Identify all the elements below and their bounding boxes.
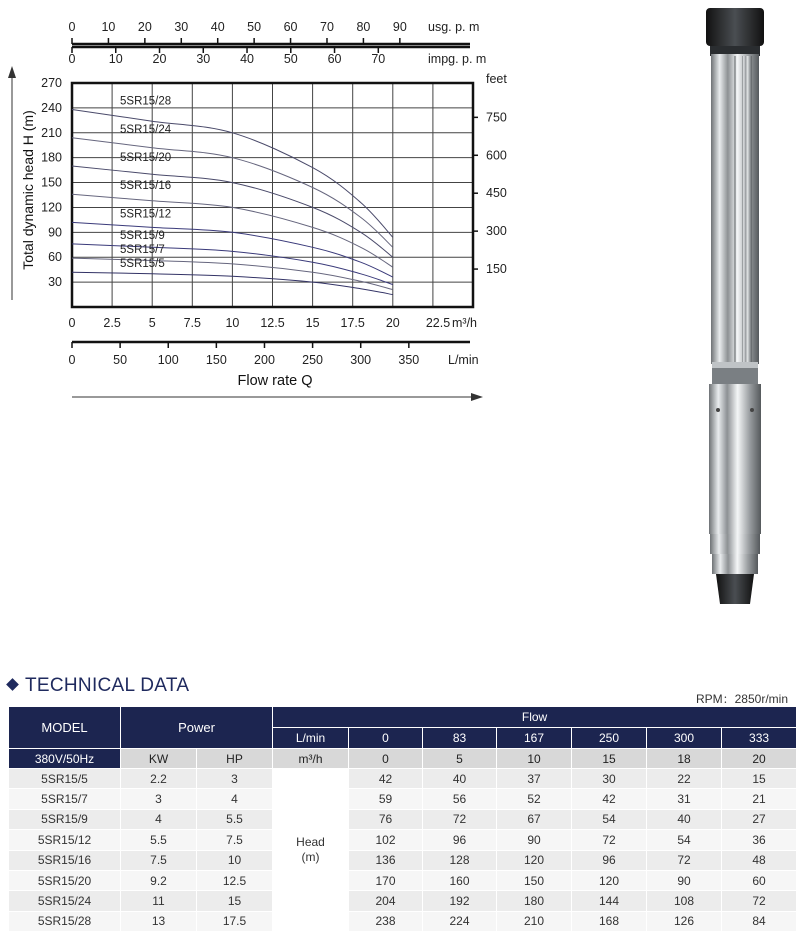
usg-tick-label: 60 xyxy=(283,20,298,34)
y-tick-label: 150 xyxy=(41,175,62,190)
head-value-cell: 128 xyxy=(423,850,497,870)
impg-tick-label: 40 xyxy=(240,52,254,66)
head-value-cell: 42 xyxy=(349,769,423,789)
curve-label: 5SR15/7 xyxy=(120,244,165,257)
kw-cell: 7.5 xyxy=(121,850,197,870)
x-tick-label-m3h: 2.5 xyxy=(103,316,121,330)
model-cell: 5SR15/5 xyxy=(9,769,121,789)
y-tick-label: 180 xyxy=(41,150,62,165)
lmin-value: 333 xyxy=(722,728,797,749)
m3h-value: 15 xyxy=(572,749,647,769)
x-tick-label-m3h: 5 xyxy=(148,316,156,330)
head-value-cell: 72 xyxy=(647,850,722,870)
head-value-cell: 22 xyxy=(647,769,722,789)
head-value-cell: 150 xyxy=(497,870,572,890)
feet-tick-label: 750 xyxy=(486,110,507,125)
model-header: MODEL xyxy=(9,707,121,749)
curve-label: 5SR15/9 xyxy=(120,229,165,242)
y-axis-arrowhead xyxy=(8,66,16,78)
head-value-cell: 72 xyxy=(572,830,647,850)
head-value-cell: 40 xyxy=(423,769,497,789)
hp-cell: 10 xyxy=(197,850,273,870)
head-value-cell: 15 xyxy=(722,769,797,789)
hp-cell: 3 xyxy=(197,769,273,789)
hp-cell: 15 xyxy=(197,891,273,911)
m3h-value: 18 xyxy=(647,749,722,769)
lmin-value: 250 xyxy=(572,728,647,749)
head-value-cell: 72 xyxy=(722,891,797,911)
kw-cell: 2.2 xyxy=(121,769,197,789)
feet-label: feet xyxy=(486,72,507,86)
impg-tick-label: 60 xyxy=(327,52,342,66)
usg-label: usg. p. m xyxy=(428,20,480,34)
impg-label: impg. p. m xyxy=(428,52,487,66)
x-tick-label-lmin: 0 xyxy=(68,353,76,367)
flow-header: Flow xyxy=(273,707,797,728)
head-value-cell: 126 xyxy=(647,911,722,931)
y-tick-label: 270 xyxy=(41,76,62,90)
impg-tick-label: 50 xyxy=(283,52,298,66)
pump-performance-chart xyxy=(0,0,690,410)
lmin-header: L/min xyxy=(273,728,349,749)
head-value-cell: 31 xyxy=(647,789,722,809)
diamond-icon xyxy=(6,678,19,691)
y-tick-label: 60 xyxy=(48,250,62,265)
head-value-cell: 36 xyxy=(722,830,797,850)
kw-header: KW xyxy=(121,749,197,769)
kw-cell: 4 xyxy=(121,809,197,829)
curve-label: 5SR15/20 xyxy=(120,151,172,164)
y-tick-label: 120 xyxy=(41,200,62,215)
m3h-value: 20 xyxy=(722,749,797,769)
hp-cell: 7.5 xyxy=(197,830,273,850)
technical-data-title-text: TECHNICAL DATA xyxy=(25,675,190,696)
head-value-cell: 204 xyxy=(349,891,423,911)
head-value-cell: 30 xyxy=(572,769,647,789)
feet-tick-label: 600 xyxy=(486,148,507,163)
x-unit-m3h: m³/h xyxy=(452,316,477,330)
curve-label: 5SR15/16 xyxy=(120,180,172,193)
m3h-header: m³/h xyxy=(273,749,349,769)
head-value-cell: 21 xyxy=(722,789,797,809)
model-cell: 5SR15/12 xyxy=(9,830,121,850)
x-tick-label-m3h: 0 xyxy=(68,316,76,330)
lmin-value: 300 xyxy=(647,728,722,749)
x-tick-label-lmin: 50 xyxy=(113,353,128,367)
head-value-cell: 72 xyxy=(423,809,497,829)
feet-tick-label: 450 xyxy=(486,186,507,201)
model-cell: 5SR15/28 xyxy=(9,911,121,931)
impg-tick-label: 10 xyxy=(108,52,123,66)
head-value-cell: 192 xyxy=(423,891,497,911)
usg-tick-label: 40 xyxy=(210,20,225,34)
y-tick-label: 90 xyxy=(48,225,62,240)
hp-cell: 5.5 xyxy=(197,809,273,829)
x-tick-label-m3h: 7.5 xyxy=(183,316,201,330)
head-value-cell: 76 xyxy=(349,809,423,829)
usg-tick-label: 0 xyxy=(68,20,76,34)
hp-cell: 12.5 xyxy=(197,870,273,890)
x-tick-label-m3h: 20 xyxy=(385,316,400,330)
table-row xyxy=(9,809,797,829)
head-label-cell xyxy=(273,769,349,932)
head-value-cell: 180 xyxy=(497,891,572,911)
feet-tick-label: 300 xyxy=(486,224,507,239)
head-value-cell: 136 xyxy=(349,850,423,870)
x-tick-label-m3h: 15 xyxy=(305,316,320,330)
x-tick-label-lmin: 100 xyxy=(157,353,179,367)
head-value-cell: 56 xyxy=(423,789,497,809)
head-value-cell: 37 xyxy=(497,769,572,789)
curve-label: 5SR15/5 xyxy=(120,258,165,271)
hp-cell: 17.5 xyxy=(197,911,273,931)
m3h-value: 10 xyxy=(497,749,572,769)
curve-label: 5SR15/28 xyxy=(120,95,172,108)
kw-cell: 13 xyxy=(121,911,197,931)
lmin-value: 167 xyxy=(497,728,572,749)
x-tick-label-m3h: 17.5 xyxy=(340,316,365,330)
usg-tick-label: 90 xyxy=(392,20,407,34)
lmin-value: 83 xyxy=(423,728,497,749)
kw-cell: 3 xyxy=(121,789,197,809)
head-value-cell: 54 xyxy=(647,830,722,850)
head-value-cell: 90 xyxy=(497,830,572,850)
table-row xyxy=(9,891,797,911)
y-axis-label: Total dynamic head H (m) xyxy=(20,110,36,270)
head-value-cell: 40 xyxy=(647,809,722,829)
head-value-cell: 42 xyxy=(572,789,647,809)
head-label: Head xyxy=(296,835,325,850)
x-tick-label-lmin: 350 xyxy=(398,353,420,367)
head-value-cell: 60 xyxy=(722,870,797,890)
head-value-cell: 168 xyxy=(572,911,647,931)
impg-tick-label: 30 xyxy=(196,52,211,66)
head-value-cell: 102 xyxy=(349,830,423,850)
usg-tick-label: 50 xyxy=(247,20,262,34)
submersible-pump-image xyxy=(690,0,800,612)
rpm-note: RPM：2850r/min xyxy=(695,692,788,706)
impg-tick-label: 0 xyxy=(68,52,76,66)
head-value-cell: 52 xyxy=(497,789,572,809)
kw-cell: 9.2 xyxy=(121,870,197,890)
power-header: Power xyxy=(121,707,273,749)
model-cell: 5SR15/9 xyxy=(9,809,121,829)
y-tick-label: 30 xyxy=(48,275,62,290)
table-row xyxy=(9,870,797,890)
table-row xyxy=(9,911,797,931)
head-value-cell: 170 xyxy=(349,870,423,890)
head-value-cell: 144 xyxy=(572,891,647,911)
head-value-cell: 96 xyxy=(572,850,647,870)
table-row xyxy=(9,769,797,789)
model-cell: 5SR15/16 xyxy=(9,850,121,870)
m3h-value: 0 xyxy=(349,749,423,769)
head-value-cell: 90 xyxy=(647,870,722,890)
model-cell: 5SR15/20 xyxy=(9,870,121,890)
x-tick-label-m3h: 10 xyxy=(225,316,240,330)
usg-tick-label: 30 xyxy=(174,20,189,34)
head-value-cell: 108 xyxy=(647,891,722,911)
usg-tick-label: 20 xyxy=(137,20,152,34)
kw-cell: 5.5 xyxy=(121,830,197,850)
model-cell: 5SR15/7 xyxy=(9,789,121,809)
head-value-cell: 160 xyxy=(423,870,497,890)
x-tick-label-m3h: 22.5 xyxy=(425,316,451,330)
head-value-cell: 224 xyxy=(423,911,497,931)
head-value-cell: 59 xyxy=(349,789,423,809)
curve-label: 5SR15/12 xyxy=(120,208,172,221)
lmin-value: 0 xyxy=(349,728,423,749)
x-unit-lmin: L/min xyxy=(448,353,479,367)
hp-header: HP xyxy=(197,749,273,769)
head-value-cell: 210 xyxy=(497,911,572,931)
x-tick-label-lmin: 250 xyxy=(302,353,324,367)
head-value-cell: 238 xyxy=(349,911,423,931)
kw-cell: 11 xyxy=(121,891,197,911)
head-value-cell: 27 xyxy=(722,809,797,829)
x-tick-label-m3h: 12.5 xyxy=(260,316,285,330)
head-value-cell: 84 xyxy=(722,911,797,931)
y-tick-label: 210 xyxy=(41,125,62,140)
technical-data-table xyxy=(8,706,797,932)
x-axis-arrowhead xyxy=(471,393,483,401)
usg-tick-label: 70 xyxy=(320,20,334,34)
head-value-cell: 54 xyxy=(572,809,647,829)
head-value-cell: 120 xyxy=(572,870,647,890)
x-tick-label-lmin: 300 xyxy=(350,353,372,367)
head-value-cell: 96 xyxy=(423,830,497,850)
head-value-cell: 48 xyxy=(722,850,797,870)
head-value-cell: 67 xyxy=(497,809,572,829)
model-cell: 5SR15/24 xyxy=(9,891,121,911)
feet-tick-label: 150 xyxy=(486,262,507,277)
x-tick-label-lmin: 150 xyxy=(205,353,227,367)
usg-tick-label: 10 xyxy=(101,20,116,34)
x-axis-label: Flow rate Q xyxy=(237,373,313,389)
table-row xyxy=(9,830,797,850)
impg-tick-label: 70 xyxy=(371,52,386,66)
head-value-cell: 120 xyxy=(497,850,572,870)
hp-cell: 4 xyxy=(197,789,273,809)
curve-label: 5SR15/24 xyxy=(120,123,172,136)
voltage-header: 380V/50Hz xyxy=(9,749,121,769)
table-row xyxy=(9,789,797,809)
usg-tick-label: 80 xyxy=(356,20,371,34)
technical-data-title xyxy=(8,675,189,697)
impg-tick-label: 20 xyxy=(152,52,167,66)
m3h-value: 5 xyxy=(423,749,497,769)
head-unit: (m) xyxy=(301,850,320,865)
x-tick-label-lmin: 200 xyxy=(254,353,275,367)
y-tick-label: 240 xyxy=(41,100,62,115)
table-row xyxy=(9,850,797,870)
